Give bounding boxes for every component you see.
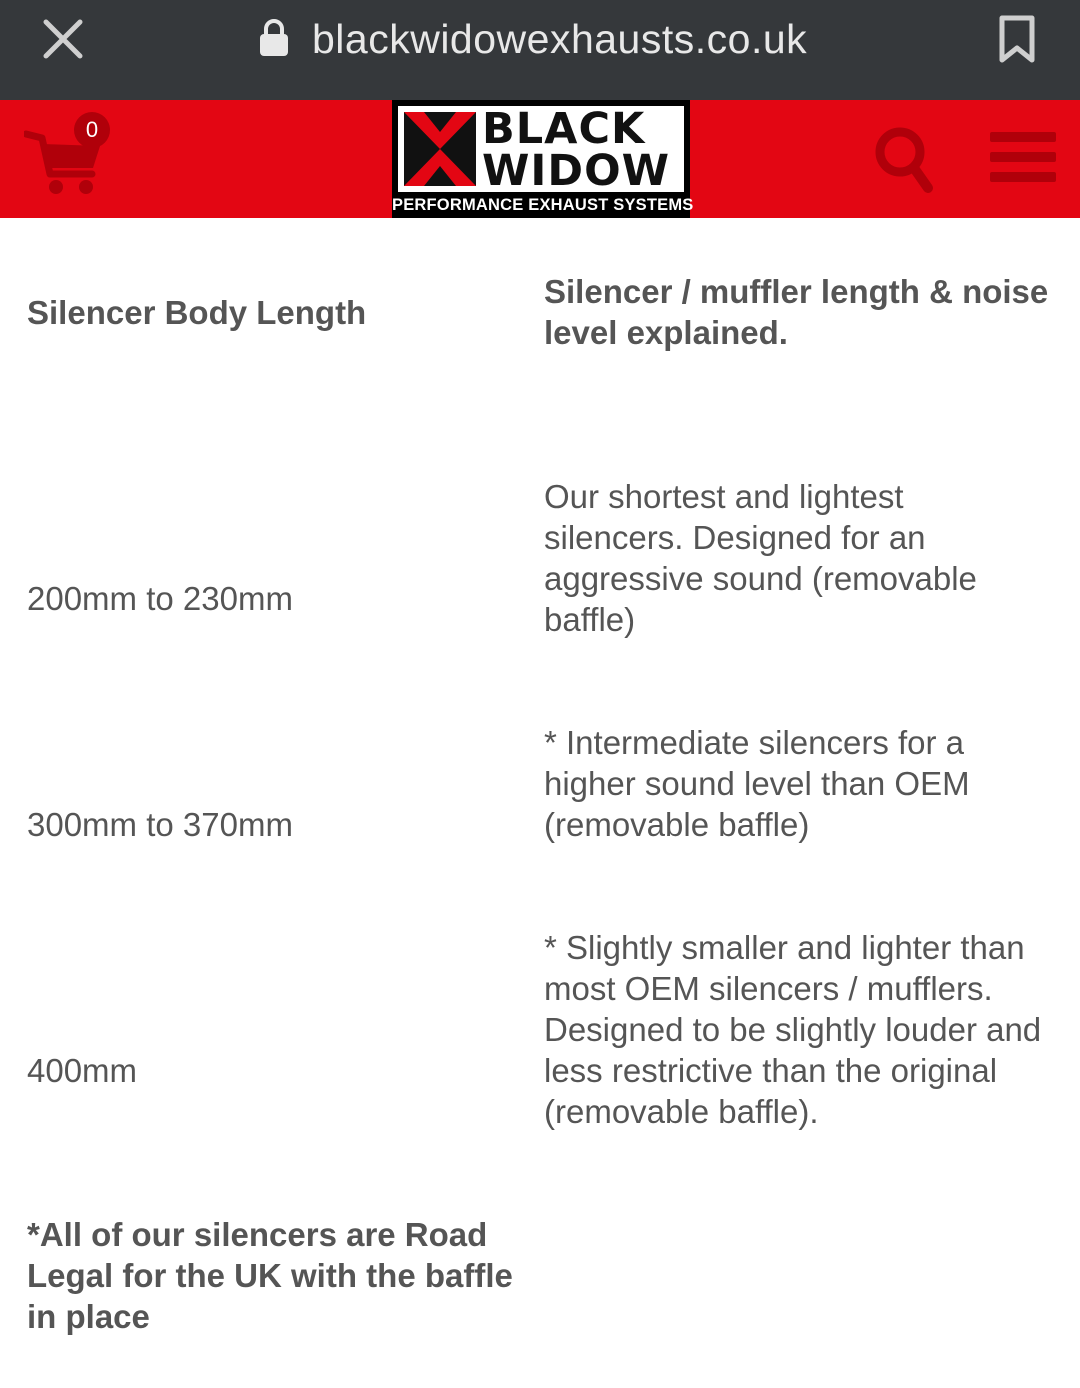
- lock-icon: [258, 18, 290, 58]
- column-header-description: Silencer / muffler length & noise level explained.: [544, 273, 1049, 351]
- bookmark-button[interactable]: [992, 12, 1042, 66]
- road-legal-footnote: *All of our silencers are Road Legal for the UK with the baffle in place: [27, 1216, 513, 1335]
- browser-toolbar: [0, 0, 1080, 100]
- search-button[interactable]: [872, 122, 936, 196]
- column-header-length: Silencer Body Length: [27, 294, 367, 331]
- close-button[interactable]: [36, 12, 90, 66]
- row-description: * Slightly smaller and lighter than most OEM silencers / mufflers. Designed to be slightly louder and less restrictive than the original (removable baffle).: [544, 929, 1042, 1130]
- hamburger-menu-icon: [990, 152, 1056, 162]
- search-icon: [872, 122, 936, 196]
- hamburger-menu-button[interactable]: [986, 130, 1058, 184]
- logo-word-black: BLACK: [482, 104, 646, 154]
- logo-word-widow: WIDOW: [482, 146, 671, 196]
- close-icon: [43, 19, 83, 59]
- silencer-length-table: [0, 218, 1080, 1388]
- black-widow-emblem: [404, 112, 476, 186]
- row-description: * Intermediate silencers for a higher sound level than OEM (removable baffle): [544, 724, 970, 843]
- logo-tagline: PERFORMANCE EXHAUST SYSTEMS: [392, 196, 694, 214]
- hamburger-menu-icon: [990, 172, 1056, 182]
- row-length: 400mm: [27, 1052, 138, 1089]
- address-bar-url[interactable]: blackwidowexhausts.co.uk: [312, 16, 808, 62]
- hamburger-menu-icon: [990, 132, 1056, 142]
- row-description: Our shortest and lightest silencers. Designed for an aggressive sound (removable baffle): [544, 478, 977, 638]
- logo-panel: [398, 104, 684, 196]
- row-length: 300mm to 370mm: [27, 806, 293, 843]
- row-length: 200mm to 230mm: [27, 580, 293, 617]
- site-header: [0, 100, 1080, 218]
- cart-count-badge: 0: [74, 112, 110, 148]
- cart-button[interactable]: [24, 112, 116, 198]
- bookmark-icon: [998, 15, 1036, 63]
- site-logo[interactable]: [392, 100, 694, 218]
